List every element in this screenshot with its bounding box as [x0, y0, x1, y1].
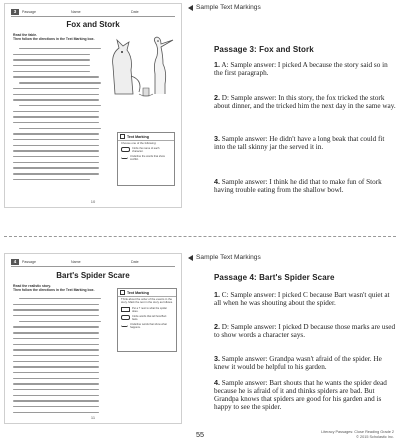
answer-text: Sample answer: Grandpa wasn't afraid of the spider. He knew it would be helpful to his garden.	[214, 355, 382, 372]
underline-mark-icon	[121, 155, 128, 159]
section-divider	[4, 236, 396, 237]
passage-thumbnail-barts-spider-scare	[4, 253, 182, 424]
checkbox-icon	[120, 290, 125, 295]
answer-item	[214, 135, 396, 151]
instruction-line-1: Read the fable.	[13, 33, 38, 37]
header-label: Passage	[22, 259, 36, 264]
section-label	[188, 254, 261, 261]
circle-mark-icon	[121, 147, 130, 152]
passage-number: 4	[11, 259, 19, 265]
answer-item	[214, 61, 396, 77]
thumbnail-text-lines	[13, 48, 109, 185]
credit-title: Literacy Passages: Close Reading Grade 2	[321, 430, 394, 434]
answer-text: D: Sample answer: I picked D because those marks are used to show words a character says.	[214, 323, 396, 340]
thumbnail-text-lines	[13, 298, 109, 417]
answer-number: 4.	[214, 378, 220, 387]
text-marking-instructions: Think about the order of the events in the story. Mark the text in the story as follows.	[121, 297, 173, 305]
instruction-line-1: Read the realistic story.	[13, 284, 52, 288]
answer-number: 4.	[214, 177, 220, 186]
passage-thumbnail-fox-and-stork	[4, 3, 182, 208]
answer-number: 2.	[214, 93, 220, 102]
underline-mark-icon	[121, 323, 128, 327]
credit-line	[321, 430, 394, 439]
fox-stork-illustration	[103, 34, 177, 98]
answer-item	[214, 355, 396, 371]
header-name: Name	[71, 9, 81, 14]
header-date: Date	[131, 9, 139, 14]
passage-number: 3	[11, 9, 19, 15]
text-marking-title: Text Marking	[127, 134, 149, 139]
header-label: Passage	[22, 9, 36, 14]
thumbnail-title: Bart's Spider Scare	[56, 271, 130, 280]
section-label-text: Sample Text Markings	[196, 4, 261, 11]
answer-item	[214, 323, 396, 339]
answer-item	[214, 178, 396, 194]
instruction-line-2: Then follow the directions in the Text Marking box.	[13, 288, 95, 293]
answer-text: Sample answer: Bart shouts that he wants the spider dead because he is afraid of it and thinks spiders are bad. But Grandpa knows that spiders are good for his garden and is happy to see the spider.	[214, 379, 387, 412]
text-marking-row: Underline the words that show conflict.	[130, 155, 165, 162]
text-marking-instructions: Choose one of the following:	[121, 141, 157, 145]
answer-item	[214, 94, 396, 110]
answer-text: D: Sample answer: In this story, the fox tricked the stork about dinner, and the tricked him the next day in the same way.	[214, 94, 396, 111]
answer-number: 2.	[214, 322, 220, 331]
thumbnail-header	[11, 259, 175, 267]
thumbnail-instructions	[13, 284, 95, 292]
instruction-line-2: Then follow the directions in the Text Marking box.	[13, 37, 95, 42]
answer-text: C: Sample answer: I picked C because Bart wasn't quiet at all when he was shouting about the spider.	[214, 291, 390, 308]
circle-mark-icon	[121, 315, 130, 320]
answer-text: Sample answer: He didn't have a long beak that could fit into the tall skinny jar the served it in.	[214, 135, 385, 152]
answer-number: 3.	[214, 134, 220, 143]
thumbnail-page-number: 11	[90, 415, 96, 420]
answer-number: 3.	[214, 354, 220, 363]
triangle-left-icon	[188, 255, 193, 261]
passage-heading: Passage 4: Bart's Spider Scare	[214, 273, 335, 282]
text-marking-box	[117, 132, 175, 186]
checkbox-icon	[120, 134, 125, 139]
passage-heading: Passage 3: Fox and Stork	[214, 45, 314, 54]
section-label	[188, 4, 261, 11]
header-name: Name	[71, 259, 81, 264]
answer-text: Sample answer: I think he did that to make fun of Stork having trouble eating from the shallow bowl.	[214, 178, 382, 195]
answer-text: A: Sample answer: I picked A because the story said so in the first paragraph.	[214, 61, 388, 78]
text-marking-title: Text Marking	[127, 290, 149, 295]
thumbnail-title: Fox and Stork	[66, 20, 120, 29]
triangle-left-icon	[188, 5, 193, 11]
section-label-text: Sample Text Markings	[196, 254, 261, 261]
text-marking-row: Put a ? next to what the spider does.	[132, 306, 168, 313]
answer-number: 1.	[214, 290, 220, 299]
thumbnail-instructions	[13, 33, 95, 41]
header-date: Date	[131, 259, 139, 264]
answer-number: 1.	[214, 60, 220, 69]
text-marking-row: Circle words that tell how Bart feels.	[132, 314, 167, 321]
page-number: 55	[196, 430, 204, 439]
text-marking-row: Underline words that show what happens.	[130, 322, 167, 329]
text-marking-row: Circle the name of each character.	[132, 147, 160, 154]
box-mark-icon	[121, 307, 130, 312]
text-marking-box	[117, 288, 177, 352]
thumbnail-header	[11, 9, 175, 17]
credit-copyright: © 2015 Scholastic Inc.	[356, 434, 394, 439]
answer-item	[214, 379, 396, 411]
thumbnail-page-number: 10	[90, 199, 96, 204]
answer-item	[214, 291, 396, 307]
